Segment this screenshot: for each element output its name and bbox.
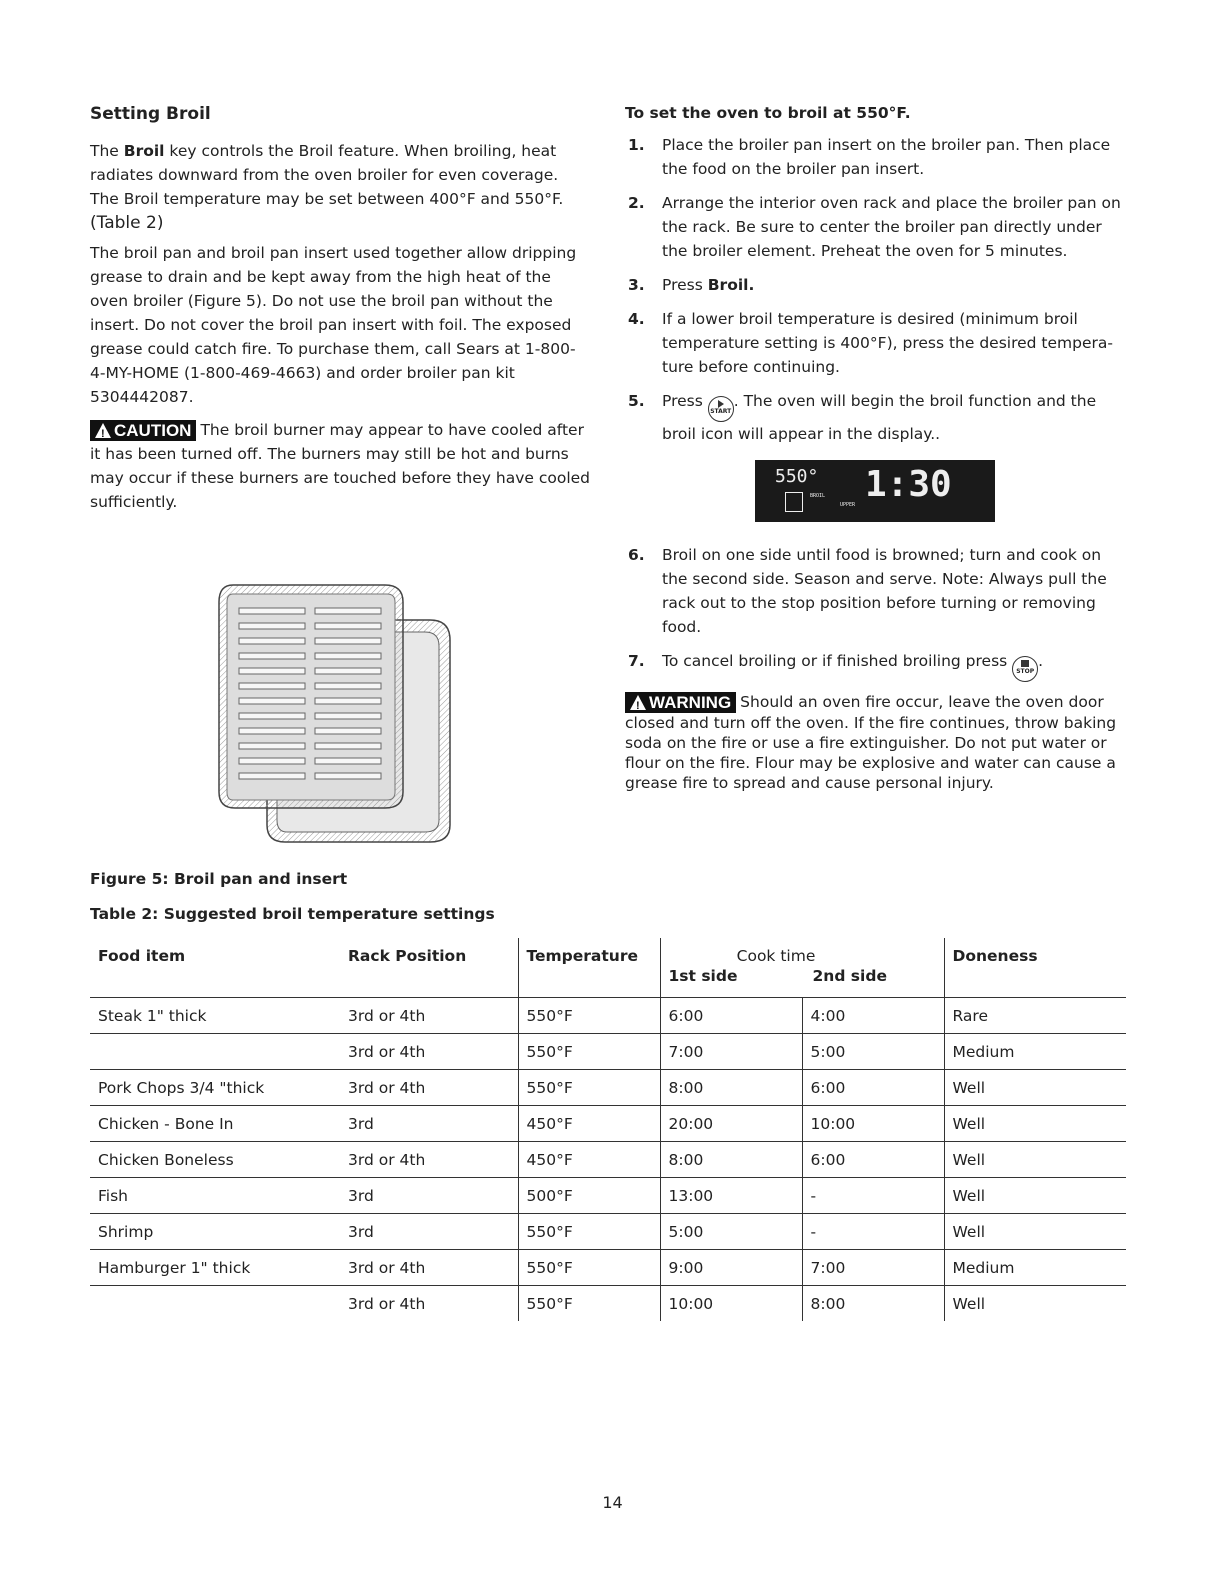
start-button-icon: START [708, 396, 734, 422]
table-header-row [90, 938, 1126, 998]
table-row: Fish 3rd 500°F 13:00 - Well [90, 1178, 1126, 1214]
stop-button-icon: STOP [1012, 656, 1038, 682]
step-2: 2. Arrange the interior oven rack and place the broiler pan on the rack. Be sure to center the broiler pan directly under the broiler element. Preheat the oven for 5 minutes. [628, 194, 1121, 260]
broil-steps-continued [625, 543, 1125, 682]
warning-triangle-icon [95, 423, 111, 438]
header-cook-time: Cook time 1st side 2nd side [660, 938, 944, 998]
right-column-continued [625, 543, 1125, 793]
instructions-heading: To set the oven to broil at 550°F. [625, 104, 911, 122]
oven-display [755, 460, 995, 522]
right-column [625, 104, 1125, 456]
caution-paragraph: !CAUTION The broil burner may appear to have cooled after it has been turned off. The burners may still be hot and burns may occur if these burners are touched before they have cooled sufficiently. [90, 418, 590, 514]
left-column [90, 104, 590, 514]
display-temperature: 550° [775, 466, 819, 487]
warning-triangle-icon [630, 695, 646, 710]
step-5: 5. Press START. The oven will begin the broil function and the broil icon will appear in the display.. [628, 392, 1097, 443]
header-rack-position: Rack Position [348, 947, 467, 965]
table-row: Hamburger 1" thick 3rd or 4th 550°F 9:00 7:00 Medium [90, 1250, 1126, 1286]
header-food-item: Food item [98, 947, 186, 965]
table-row: Steak 1" thick 3rd or 4th 550°F 6:00 4:00 Rare [90, 998, 1126, 1034]
caution-badge: !CAUTION [90, 420, 196, 441]
figure-caption: Figure 5: Broil pan and insert [90, 870, 348, 888]
broil-intro-paragraph: The Broil key controls the Broil feature. When broiling, heat radiates downward from the oven broiler for even coverage. The Broil temperature may be set between 400°F and 550°F. (Table 2) [90, 139, 590, 235]
page-number: 14 [602, 1493, 623, 1512]
table-row: Shrimp 3rd 550°F 5:00 - Well [90, 1214, 1126, 1250]
step-6: 6. Broil on one side until food is browned; turn and cook on the second side. Season and serve. Note: Always pull the rack out to the stop position before turning or removing food. [628, 546, 1107, 636]
display-time: 1:30 [865, 464, 952, 505]
broil-display-icon [785, 492, 803, 512]
step-3: 3. Press Broil. [628, 276, 755, 294]
step-7: 7. To cancel broiling or if finished broiling press STOP. [625, 649, 1125, 682]
header-second-side: 2nd side [812, 967, 887, 985]
header-temperature: Temperature [518, 938, 660, 998]
broil-pan-figure [215, 580, 455, 850]
table-caption: Table 2: Suggested broil temperature settings [90, 905, 495, 923]
step-4: 4. If a lower broil temperature is desired (minimum broil temperature setting is 400°F), press the desired tempera-ture before continuing. [628, 310, 1113, 376]
table-row: 3rd or 4th 550°F 10:00 8:00 Well [90, 1286, 1126, 1322]
table-row: Chicken Boneless 3rd or 4th 450°F 8:00 6:00 Well [90, 1142, 1126, 1178]
table-row: Chicken - Bone In 3rd 450°F 20:00 10:00 Well [90, 1106, 1126, 1142]
table-row: Pork Chops 3/4 "thick 3rd or 4th 550°F 8:00 6:00 Well [90, 1070, 1126, 1106]
broil-settings-table [90, 938, 1126, 1321]
display-small-label-1: BROIL [810, 493, 826, 499]
table-row: 3rd or 4th 550°F 7:00 5:00 Medium [90, 1034, 1126, 1070]
broil-steps [625, 133, 1125, 446]
header-first-side: 1st side [668, 967, 738, 985]
broil-pan-paragraph: The broil pan and broil pan insert used together allow dripping grease to drain and be kept away from the high heat of the oven broiler (Figure 5). Do not use the broil pan without the insert. Do not cover the broil pan insert with foil. The exposed grease could catch fire. To purchase them, call Sears at 1-800-4-MY-HOME (1-800-469-4663) and order broiler pan kit 5304442087. [90, 244, 577, 406]
warning-paragraph: !WARNING Should an oven fire occur, leave the oven door closed and turn off the oven. If the fire continues, throw baking soda on the fire or use a fire extinguisher. Do not put water or flour on the fire. Flour may be explosive and water can cause a grease fire to spread and cause personal injury. [625, 692, 1125, 793]
table-reference: (Table 2) [90, 213, 164, 233]
warning-badge: !WARNING [625, 692, 736, 713]
step-1: 1. Place the broiler pan insert on the broiler pan. Then place the food on the broiler pan insert. [628, 136, 1111, 178]
display-small-label-2: UPPER [840, 502, 856, 508]
header-doneness: Doneness [944, 938, 1126, 998]
section-heading: Setting Broil [90, 104, 211, 124]
